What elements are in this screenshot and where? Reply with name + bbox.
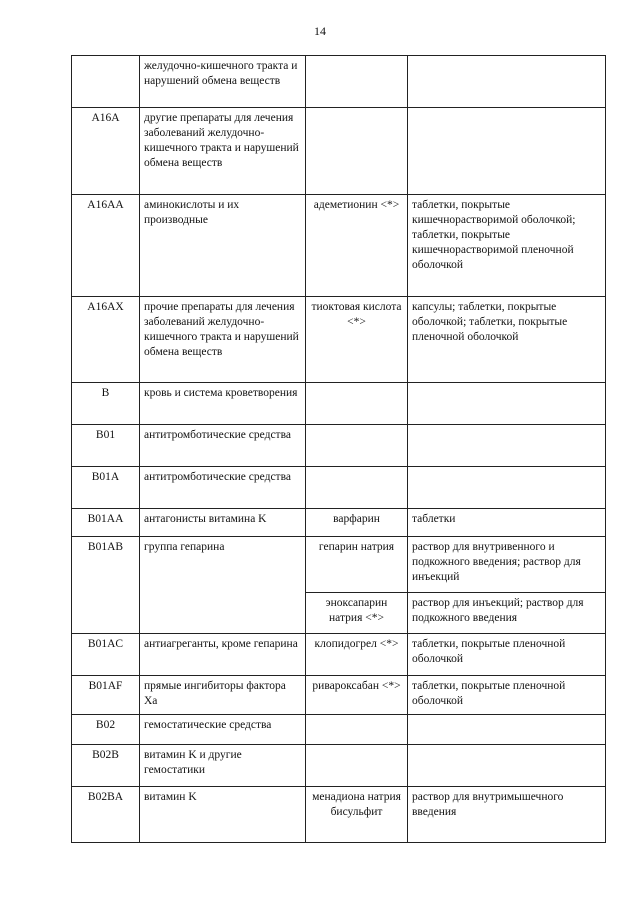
- group-name-cell: антитромботические средства: [140, 467, 306, 509]
- dosage-form-cell: [408, 56, 606, 108]
- inn-cell: тиоктовая кислота <*>: [306, 297, 408, 383]
- atc-code-cell: B02B: [72, 745, 140, 787]
- group-name-cell: желудочно-кишечного тракта и нарушений обмена веществ: [140, 56, 306, 108]
- inn-cell: [306, 745, 408, 787]
- atc-code-cell: B02: [72, 715, 140, 745]
- dosage-form-cell: капсулы; таблетки, покрытые оболочкой; таблетки, покрытые пленочной оболочкой: [408, 297, 606, 383]
- group-name-cell: витамин K и другие гемостатики: [140, 745, 306, 787]
- dosage-form-cell: [408, 425, 606, 467]
- table-row: [72, 467, 606, 509]
- atc-code-cell: B01AB: [72, 537, 140, 634]
- table-row: [72, 634, 606, 676]
- table-row: [72, 56, 606, 108]
- dosage-form-cell: [408, 467, 606, 509]
- group-name-cell: другие препараты для лечения заболеваний желудочно-кишечного тракта и нарушений обмена веществ: [140, 108, 306, 195]
- inn-cell: [306, 56, 408, 108]
- atc-code-cell: B: [72, 383, 140, 425]
- dosage-form-cell: раствор для внутривенного и подкожного введения; раствор для инъекций: [408, 537, 606, 593]
- dosage-form-cell: [408, 383, 606, 425]
- inn-cell: гепарин натрия: [306, 537, 408, 593]
- atc-code-cell: A16AA: [72, 195, 140, 297]
- dosage-form-cell: таблетки: [408, 509, 606, 537]
- dosage-form-cell: [408, 108, 606, 195]
- inn-cell: [306, 383, 408, 425]
- page-number: 14: [314, 24, 326, 38]
- group-name-cell: кровь и система кроветворения: [140, 383, 306, 425]
- atc-code-cell: B01AC: [72, 634, 140, 676]
- group-name-cell: антагонисты витамина K: [140, 509, 306, 537]
- group-name-cell: аминокислоты и их производные: [140, 195, 306, 297]
- table-row: [72, 715, 606, 745]
- inn-cell: [306, 715, 408, 745]
- table-row: [72, 537, 606, 593]
- inn-cell: [306, 108, 408, 195]
- table-row: [72, 745, 606, 787]
- atc-code-cell: B01AF: [72, 676, 140, 715]
- group-name-cell: прямые ингибиторы фактора Xa: [140, 676, 306, 715]
- inn-cell: ривароксабан <*>: [306, 676, 408, 715]
- atc-code-cell: A16A: [72, 108, 140, 195]
- atc-code-cell: B01: [72, 425, 140, 467]
- dosage-form-cell: таблетки, покрытые кишечнорастворимой оболочкой; таблетки, покрытые кишечнорастворимой пленочной оболочкой: [408, 195, 606, 297]
- atc-code-cell: [72, 56, 140, 108]
- inn-cell: [306, 467, 408, 509]
- inn-cell: варфарин: [306, 509, 408, 537]
- table-row: [72, 195, 606, 297]
- group-name-cell: группа гепарина: [140, 537, 306, 634]
- group-name-cell: антиагреганты, кроме гепарина: [140, 634, 306, 676]
- atc-code-cell: B01AA: [72, 509, 140, 537]
- group-name-cell: прочие препараты для лечения заболеваний желудочно-кишечного тракта и нарушений обмена веществ: [140, 297, 306, 383]
- atc-code-cell: A16AX: [72, 297, 140, 383]
- table-row: [72, 787, 606, 843]
- dosage-form-cell: раствор для внутримышечного введения: [408, 787, 606, 843]
- inn-cell: [306, 425, 408, 467]
- inn-cell: менадиона натрия бисульфит: [306, 787, 408, 843]
- inn-cell: адеметионин <*>: [306, 195, 408, 297]
- group-name-cell: гемостатические средства: [140, 715, 306, 745]
- group-name-cell: антитромботические средства: [140, 425, 306, 467]
- drug-list-table: [71, 55, 606, 843]
- dosage-form-cell: [408, 715, 606, 745]
- inn-cell: эноксапарин натрия <*>: [306, 593, 408, 634]
- atc-code-cell: B02BA: [72, 787, 140, 843]
- group-name-cell: витамин K: [140, 787, 306, 843]
- atc-code-cell: B01A: [72, 467, 140, 509]
- table-row: [72, 425, 606, 467]
- dosage-form-cell: таблетки, покрытые пленочной оболочкой: [408, 676, 606, 715]
- table-row: [72, 676, 606, 715]
- dosage-form-cell: раствор для инъекций; раствор для подкожного введения: [408, 593, 606, 634]
- dosage-form-cell: таблетки, покрытые пленочной оболочкой: [408, 634, 606, 676]
- table-row: [72, 297, 606, 383]
- table-row: [72, 383, 606, 425]
- table-row: [72, 509, 606, 537]
- dosage-form-cell: [408, 745, 606, 787]
- inn-cell: клопидогрел <*>: [306, 634, 408, 676]
- table-row: [72, 108, 606, 195]
